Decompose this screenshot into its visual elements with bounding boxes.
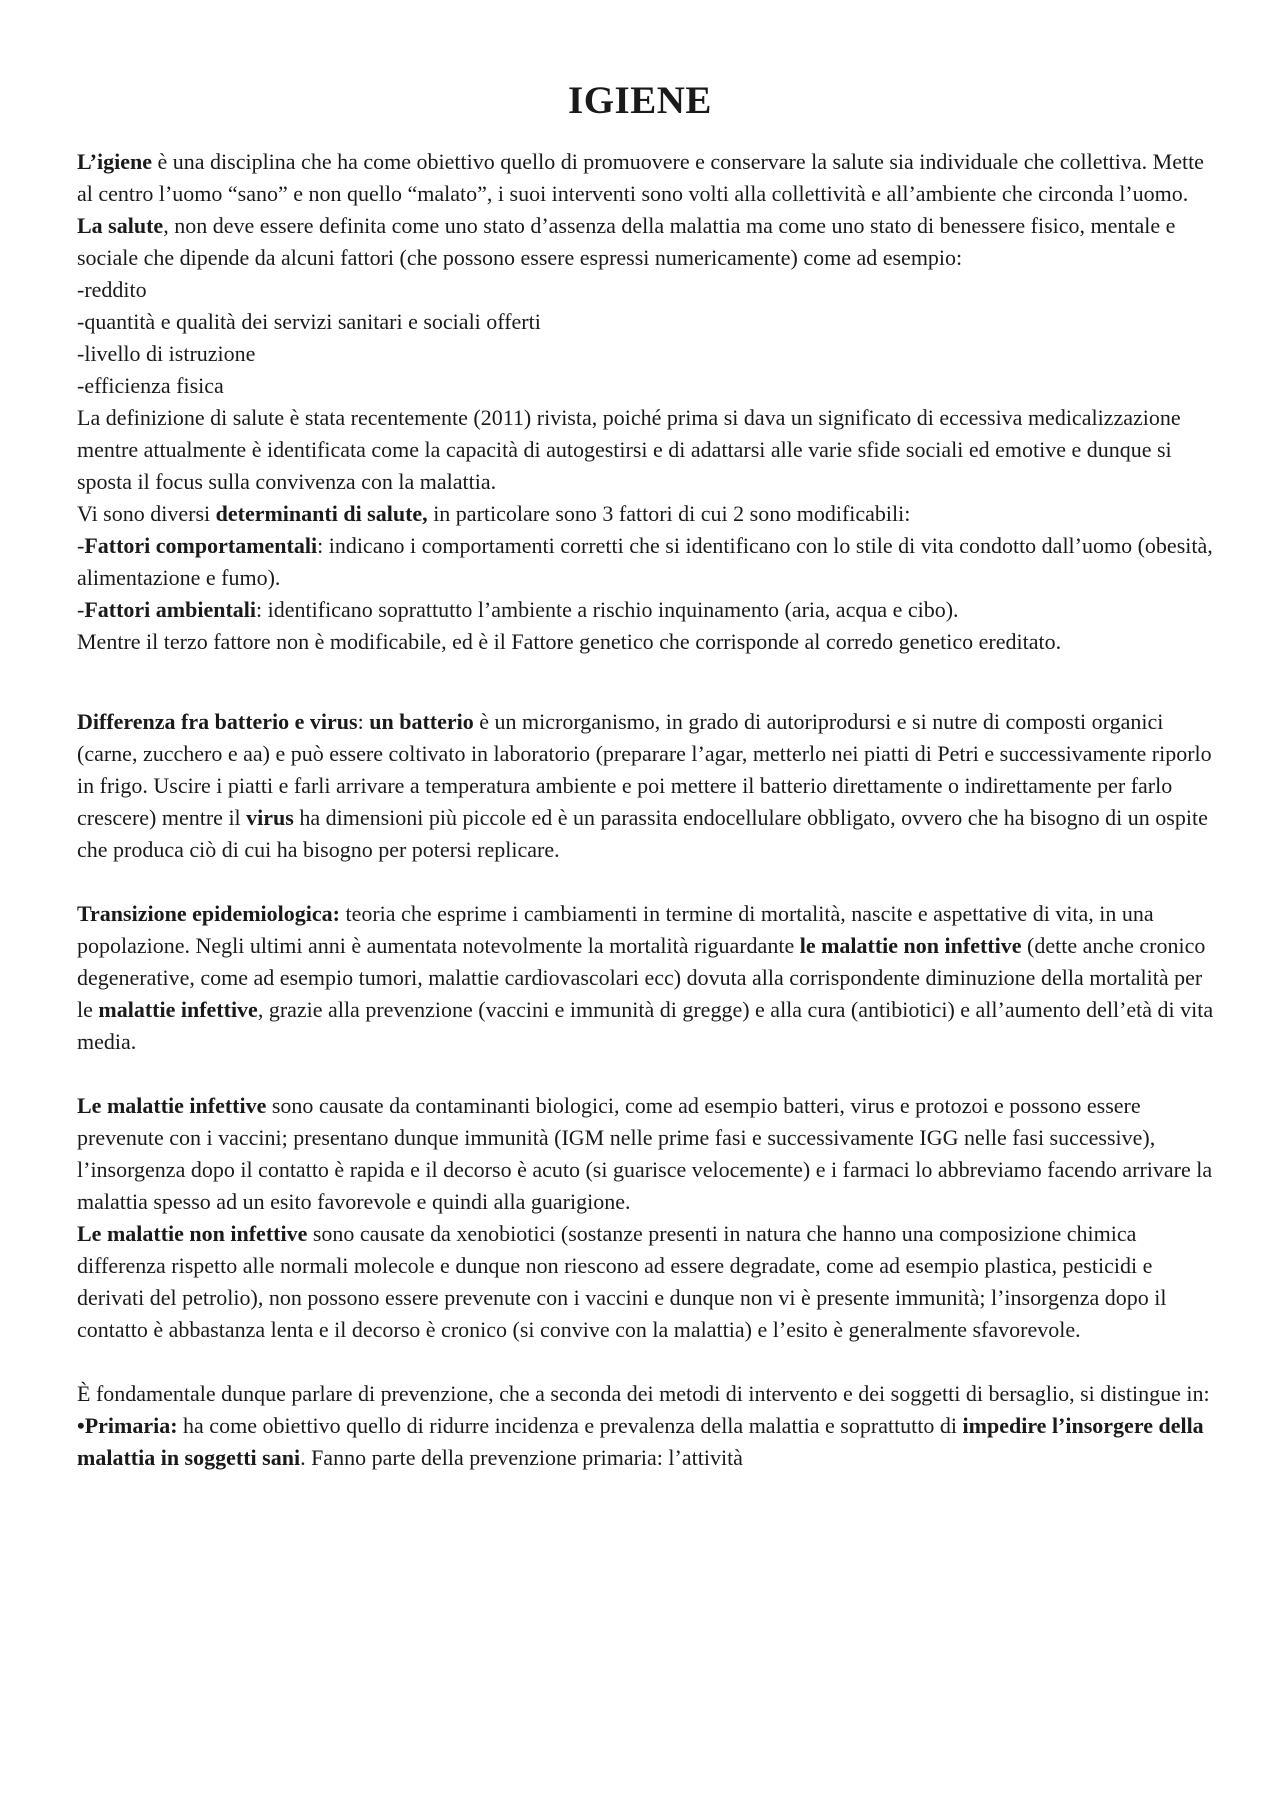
term-fattori-ambientali: Fattori ambientali [84, 597, 257, 622]
paragraph-igiene-definition: L’igiene è una disciplina che ha come obiettivo quello di promuovere e conservare la salute sia individuale che collettiva. Mette al centro l’uomo “sano” e non quello “malato”, i suoi interventi sono volti alla collettività e all’ambiente che circonda l’uomo. [77, 149, 1204, 206]
term-malattie-infettive: Le malattie infettive [77, 1093, 267, 1118]
paragraph-determinanti: Vi sono diversi determinanti di salute, in particolare sono 3 fattori di cui 2 sono modificabili: [77, 501, 911, 526]
paragraph-salute-definition: La salute, non deve essere definita come uno stato d’assenza della malattia ma come uno stato di benessere fisico, mentale e sociale che dipende da alcuni fattori (che possono essere espressi numericamente) come ad esempio: [77, 213, 1176, 270]
list-item: -reddito [77, 277, 147, 302]
paragraph-fattore-genetico: Mentre il terzo fattore non è modificabile, ed è il Fattore genetico che corrisponde al corredo genetico ereditato. [77, 629, 1062, 654]
term-primaria: •Primaria: [77, 1413, 178, 1438]
term-transizione: Transizione epidemiologica: [77, 901, 340, 926]
spacer [77, 866, 1217, 898]
paragraph-fattori-ambientali: -Fattori ambientali: identificano soprattutto l’ambiente a rischio inquinamento (aria, acqua e cibo). [77, 597, 959, 622]
spacer [77, 1058, 1217, 1090]
paragraph-malattie-infettive: Le malattie infettive sono causate da contaminanti biologici, come ad esempio batteri, virus e protozoi e possono essere prevenute con i vaccini; presentano dunque immunità (IGM nelle prime fasi e successivamente IGG nelle fasi successive), l’insorgenza dopo il contatto è rapida e il decorso è acuto (si guarisce velocemente) e i farmaci lo abbreviamo facendo arrivare la malattia spesso ad un esito favorevole e quindi alla guarigione. [77, 1093, 1213, 1214]
term-differenza: Differenza fra batterio e virus [77, 709, 358, 734]
term-infettive: malattie infettive [98, 997, 258, 1022]
spacer [77, 1346, 1217, 1378]
paragraph-batterio-virus: Differenza fra batterio e virus: un batterio è un microrganismo, in grado di autoriprodursi e si nutre di composti organici (carne, zucchero e aa) e può essere coltivato in laboratorio (preparare l’agar, metterlo nei piatti di Petri e successivamente riporlo in frigo. Uscire i piatti e farli arrivare a temperatura ambiente e poi mettere il batterio direttamente o indirettamente per farlo crescere) mentre il virus ha dimensioni più piccole ed è un parassita endocellulare obbligato, ovvero che ha bisogno di un ospite che produca ciò di cui ha bisogno per potersi replicare. [77, 709, 1212, 862]
document-body [77, 146, 1217, 1474]
paragraph-fattori-comportamentali: -Fattori comportamentali: indicano i comportamenti corretti che si identificano con lo stile di vita condotto dall’uomo (obesità, alimentazione e fumo). [77, 533, 1213, 590]
term-impedire: impedire l’insorgere della malattia in soggetti sani [77, 1413, 1204, 1470]
paragraph-prevenzione-primaria: •Primaria: ha come obiettivo quello di ridurre incidenza e prevalenza della malattia e soprattutto di impedire l’insorgere della malattia in soggetti sani. Fanno parte della prevenzione primaria: l’attività [77, 1413, 1204, 1470]
list-item: -quantità e qualità dei servizi sanitari e sociali offerti [77, 309, 541, 334]
term-igiene: L’igiene [77, 149, 152, 174]
spacer [77, 658, 1217, 706]
term-determinanti: determinanti di salute, [215, 501, 428, 526]
term-fattori-comportamentali: Fattori comportamentali [84, 533, 318, 558]
term-malattie-non-infettive: Le malattie non infettive [77, 1221, 308, 1246]
list-item: -livello di istruzione [77, 341, 256, 366]
term-non-infettive: le malattie non infettive [799, 933, 1022, 958]
term-batterio: un batterio [369, 709, 474, 734]
term-salute: La salute [77, 213, 164, 238]
paragraph-prevenzione: È fondamentale dunque parlare di prevenzione, che a seconda dei metodi di intervento e dei soggetti di bersaglio, si distingue in: [77, 1381, 1210, 1406]
page-title: IGIENE [568, 79, 712, 122]
term-virus: virus [246, 805, 294, 830]
paragraph-salute-revision: La definizione di salute è stata recentemente (2011) rivista, poiché prima si dava un significato di eccessiva medicalizzazione mentre attualmente è identificata come la capacità di autogestirsi e di adattarsi alle varie sfide sociali ed emotive e dunque si sposta il focus sulla convivenza con la malattia. [77, 405, 1181, 494]
list-item: -efficienza fisica [77, 373, 224, 398]
paragraph-transizione: Transizione epidemiologica: teoria che esprime i cambiamenti in termine di mortalità, nascite e aspettative di vita, in una popolazione. Negli ultimi anni è aumentata notevolmente la mortalità riguardante le malattie non infettive (dette anche cronico degenerative, come ad esempio tumori, malattie cardiovascolari ecc) dovuta alla corrispondente diminuzione della mortalità per le malattie infettive, grazie alla prevenzione (vaccini e immunità di gregge) e alla cura (antibiotici) e all’aumento dell’età di vita media. [77, 901, 1214, 1054]
paragraph-malattie-non-infettive: Le malattie non infettive sono causate da xenobiotici (sostanze presenti in natura che hanno una composizione chimica differenza rispetto alle normali molecole e dunque non riescono ad essere degradate, come ad esempio plastica, pesticidi e derivati del petrolio), non possono essere prevenute con i vaccini e dunque non vi è presente immunità; l’insorgenza dopo il contatto è abbastanza lenta e il decorso è cronico (si convive con la malattia) e l’esito è generalmente sfavorevole. [77, 1221, 1167, 1342]
